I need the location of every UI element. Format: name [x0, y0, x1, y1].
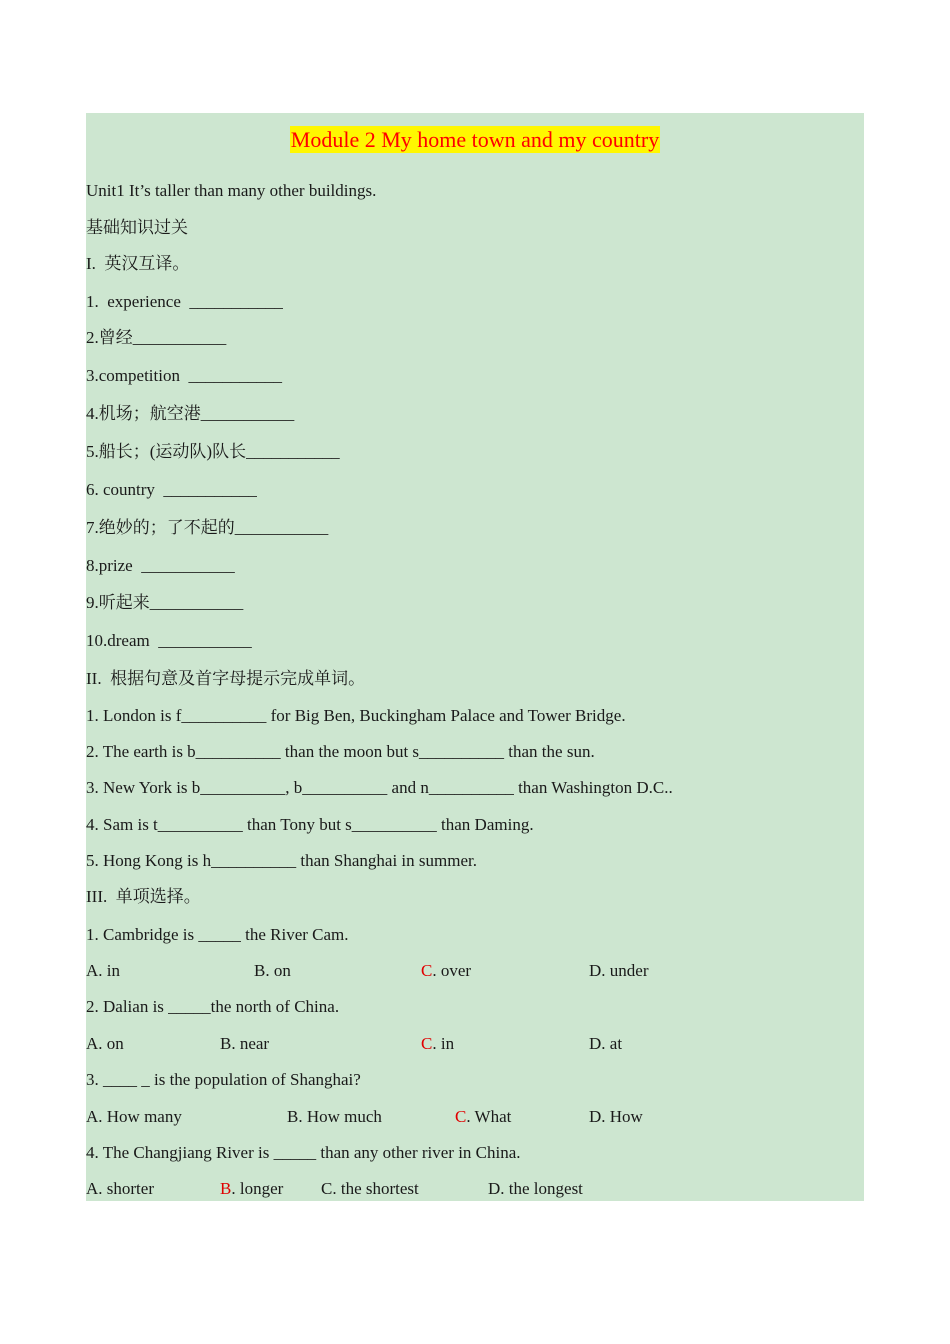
option-c [455, 1106, 511, 1128]
option-text: . over [432, 961, 472, 980]
translation-item: 8.prize ___________ [86, 556, 235, 575]
translation-item: 6. country ___________ [86, 480, 257, 499]
option-text: . in [432, 1034, 455, 1053]
translation-item: 9.听起来___________ [86, 593, 244, 612]
document-panel [86, 113, 864, 1201]
option-letter: C [321, 1179, 333, 1198]
option-d [488, 1178, 583, 1200]
option-a [86, 1106, 182, 1128]
option-text: . How many [98, 1107, 182, 1126]
question-stem: 3. ____ _ is the population of Shanghai? [86, 1070, 361, 1089]
section-intro: 基础知识过关 [86, 218, 188, 237]
option-letter: D [589, 961, 602, 980]
option-letter: D [488, 1179, 501, 1198]
question-stem: 2. Dalian is _____the north of China. [86, 997, 340, 1016]
option-b [220, 1033, 269, 1055]
option-c [421, 1033, 454, 1055]
fill-in-item: 2. The earth is b__________ than the moon but s__________ than the sun. [86, 742, 595, 761]
option-text: . shorter [98, 1179, 154, 1198]
section-2-heading: II. 根据句意及首字母提示完成单词。 [86, 669, 366, 688]
fill-in-item: 1. London is f__________ for Big Ben, Buckingham Palace and Tower Bridge. [86, 706, 626, 725]
option-text: . at [601, 1034, 623, 1053]
option-letter: D [589, 1034, 602, 1053]
page-title: Module 2 My home town and my country [290, 127, 660, 152]
translation-item: 3.competition ___________ [86, 366, 282, 385]
option-text: . near [231, 1034, 270, 1053]
option-letter: D [589, 1107, 602, 1126]
option-a [86, 960, 120, 982]
option-c [321, 1178, 419, 1200]
option-text: . the longest [500, 1179, 583, 1198]
option-letter: B [220, 1034, 232, 1053]
translation-item: 10.dream ___________ [86, 631, 252, 650]
option-letter: A [86, 1034, 99, 1053]
option-letter: B [287, 1107, 299, 1126]
answer-letter: C [455, 1107, 467, 1126]
translation-item: 5.船长；(运动队)队长___________ [86, 442, 340, 461]
option-text: . on [98, 1034, 124, 1053]
question-stem: 4. The Changjiang River is _____ than any other river in China. [86, 1143, 521, 1162]
option-a [86, 1033, 124, 1055]
option-a [86, 1178, 154, 1200]
option-text: . under [601, 961, 649, 980]
question-stem: 1. Cambridge is _____ the River Cam. [86, 925, 349, 944]
section-1-heading: I. 英汉互译。 [86, 254, 190, 273]
option-text: . What [466, 1107, 512, 1126]
option-letter: A [86, 961, 99, 980]
fill-in-item: 5. Hong Kong is h__________ than Shanghai in summer. [86, 851, 477, 870]
option-text: . the shortest [332, 1179, 419, 1198]
option-b [287, 1106, 382, 1128]
option-letter: A [86, 1107, 99, 1126]
title-row [0, 126, 950, 153]
unit-heading: Unit1 It’s taller than many other buildings. [86, 181, 377, 200]
option-d [589, 960, 649, 982]
option-c [421, 960, 471, 982]
translation-item: 4.机场；航空港___________ [86, 404, 295, 423]
option-d [589, 1033, 622, 1055]
option-letter: A [86, 1179, 99, 1198]
translation-item: 1. experience ___________ [86, 292, 283, 311]
translation-item: 2.曾经___________ [86, 328, 227, 347]
answer-letter: C [421, 961, 433, 980]
answer-letter: B [220, 1179, 232, 1198]
fill-in-item: 4. Sam is t__________ than Tony but s__________ than Daming. [86, 815, 534, 834]
option-text: . How much [298, 1107, 382, 1126]
option-text: . in [98, 961, 121, 980]
translation-item: 7.绝妙的；了不起的___________ [86, 518, 329, 537]
answer-letter: C [421, 1034, 433, 1053]
option-text: . How [601, 1107, 643, 1126]
section-3-heading: III. 单项选择。 [86, 887, 201, 906]
option-letter: B [254, 961, 266, 980]
fill-in-item: 3. New York is b__________, b__________ and n__________ than Washington D.C.. [86, 778, 673, 797]
option-text: . on [265, 961, 291, 980]
option-text: . longer [231, 1179, 284, 1198]
option-b [254, 960, 291, 982]
option-b [220, 1178, 283, 1200]
option-d [589, 1106, 643, 1128]
